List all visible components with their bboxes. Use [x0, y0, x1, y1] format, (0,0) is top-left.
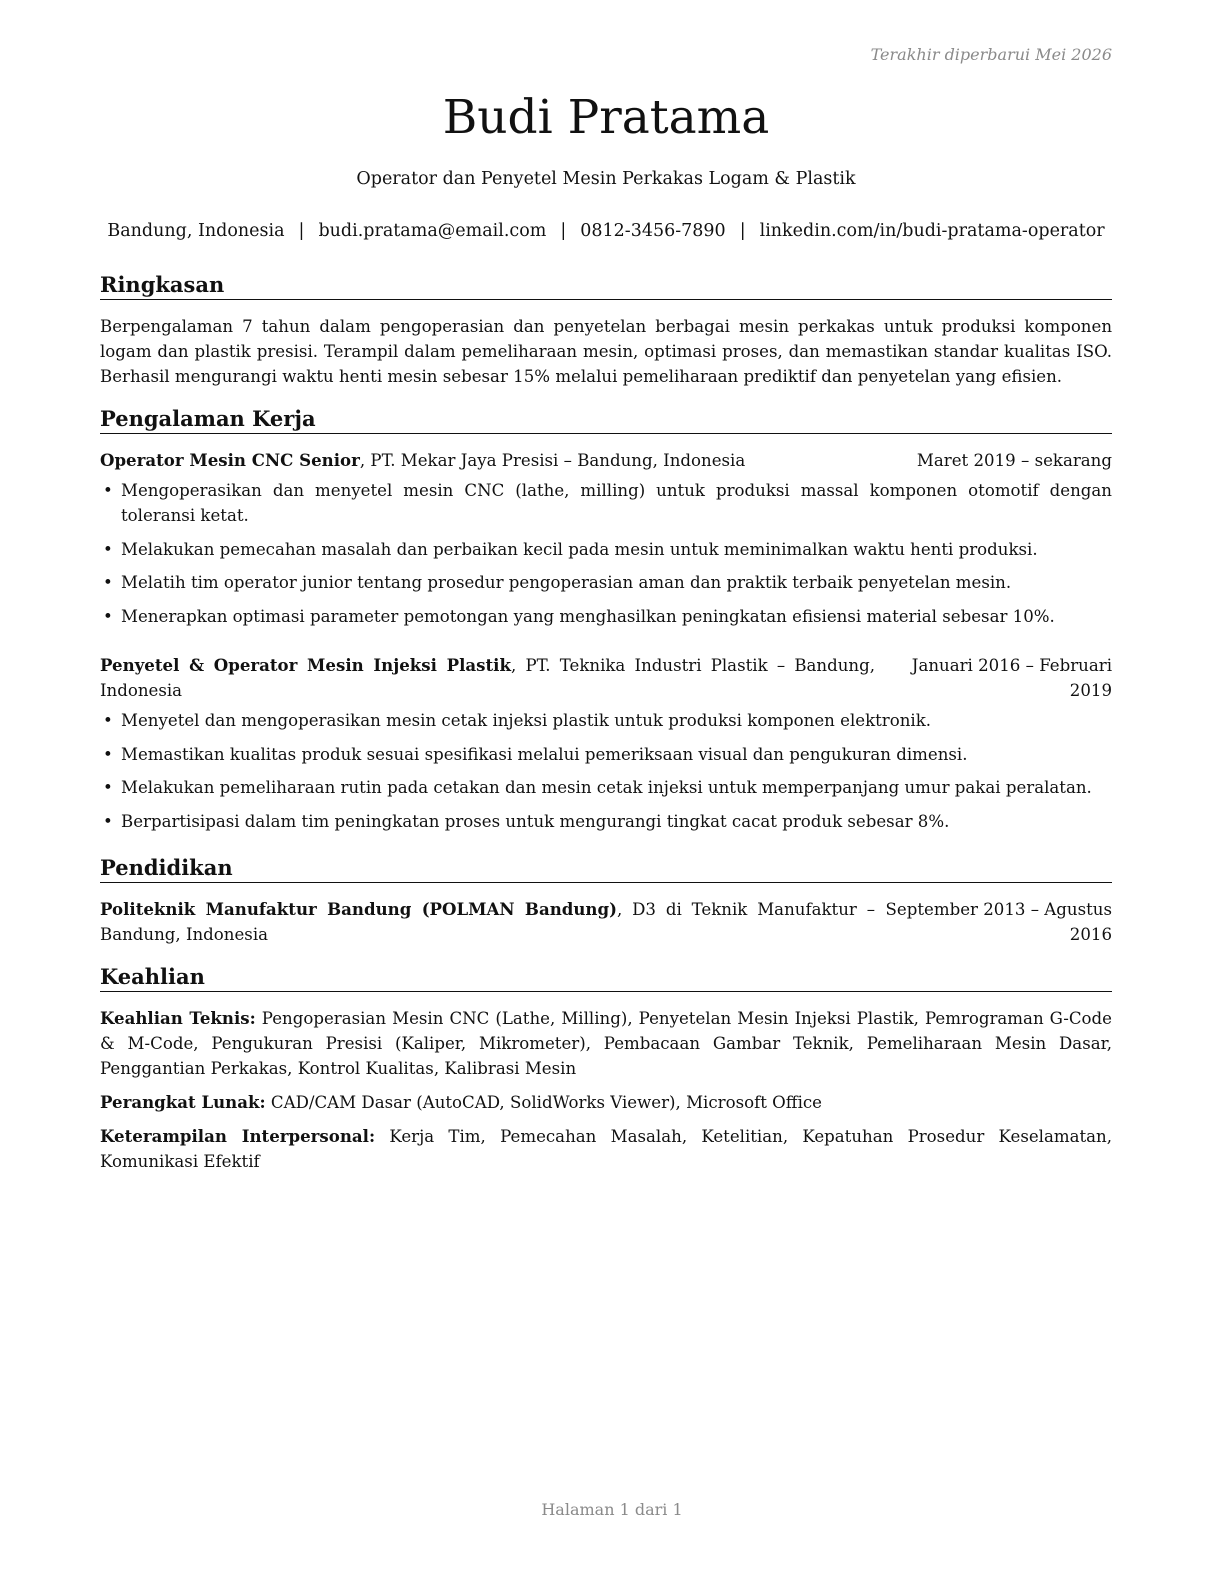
contact-line — [100, 219, 1112, 243]
skill-group-label: Perangkat Lunak: — [100, 1092, 266, 1112]
list-item: • Memastikan kualitas produk sesuai spesifikasi melalui pemeriksaan visual dan pengukuran dimensi. — [100, 742, 1112, 767]
contact-email[interactable]: budi.pratama@email.com — [318, 221, 547, 241]
list-item: • Melakukan pemeliharaan rutin pada cetakan dan mesin cetak injeksi untuk memperpanjang umur pakai peralatan. — [100, 775, 1112, 800]
skill-group-technical — [100, 1006, 1112, 1081]
section-title-summary: Ringkasan — [100, 271, 1112, 300]
section-title-education: Pendidikan — [100, 854, 1112, 883]
skill-group-text: Pengoperasian Mesin CNC (Lathe, Milling), Penyetelan Mesin Injeksi Plastik, Pemrograman G-Code & M-Code, Pengukuran Presisi (Kaliper, Mikrometer), Pembacaan Gambar Teknik, Pemeliharaan Mesin Dasar, Penggantian Perkakas, Kontrol Kualitas, Kalibrasi Mesin — [100, 1009, 1112, 1078]
summary-text: Berpengalaman 7 tahun dalam pengoperasian dan penyetelan berbagai mesin perkakas untuk produksi komponen logam dan plastik presisi. Terampil dalam pemeliharaan mesin, optimasi proses, dan memastikan standar kualitas ISO. Berhasil mengurangi waktu henti mesin sebesar 15% melalui pemeliharaan prediktif dan penyetelan yang efisien. — [100, 317, 1112, 386]
contact-separator: | — [298, 221, 305, 241]
skill-group-text: CAD/CAM Dasar (AutoCAD, SolidWorks Viewer), Microsoft Office — [265, 1093, 822, 1112]
job-bullets — [100, 478, 1112, 637]
list-item: • Melakukan pemecahan masalah dan perbaikan kecil pada mesin untuk meminimalkan waktu henti produksi. — [100, 537, 1112, 562]
skill-group-interpersonal — [100, 1124, 1112, 1174]
contact-phone: 0812-3456-7890 — [580, 221, 726, 241]
bullet-dot: • — [103, 811, 113, 831]
job-company: , PT. Mekar Jaya Presisi – Bandung, Indonesia — [359, 451, 746, 470]
education-entry — [100, 897, 1112, 947]
job-title-line — [100, 653, 875, 703]
bullet-dot: • — [103, 539, 113, 559]
job-bullets — [100, 708, 1112, 842]
job-header — [100, 448, 1112, 473]
candidate-subtitle: Operator dan Penyetel Mesin Perkakas Logam & Plastik — [356, 169, 856, 189]
bullet-dot: • — [103, 711, 113, 730]
list-item: • Menyetel dan mengoperasikan mesin cetak injeksi plastik untuk produksi komponen elektronik. — [100, 708, 1112, 733]
contact-linkedin[interactable]: linkedin.com/in/budi-pratama-operator — [759, 221, 1105, 241]
last-updated-note: Terakhir diperbarui Mei 2026 — [870, 45, 1112, 64]
page-number: Halaman 1 dari 1 — [541, 1500, 683, 1519]
job-role: Operator Mesin CNC Senior — [100, 450, 360, 470]
job-dates: Januari 2016 – Februari 2019 — [911, 656, 1112, 700]
section-title-skills: Keahlian — [100, 963, 1112, 992]
bullet-dot: • — [103, 606, 113, 626]
job-company: , PT. Teknika Industri Plastik – Bandung, Indonesia — [100, 656, 875, 700]
education-degree: , D3 di Teknik Manufaktur – Bandung, Indonesia — [100, 900, 875, 944]
job-role: Penyetel & Operator Mesin Injeksi Plastik — [100, 655, 511, 675]
bullet-dot: • — [103, 481, 113, 500]
skill-group-software — [100, 1090, 1112, 1115]
job-title-line — [100, 448, 900, 473]
education-title-line — [100, 897, 875, 947]
candidate-name: Budi Pratama — [442, 90, 770, 145]
contact-separator: | — [560, 221, 567, 241]
list-item: • Berpartisipasi dalam tim peningkatan proses untuk mengurangi tingkat cacat produk sebesar 8%. — [100, 809, 1112, 834]
bullet-dot: • — [103, 778, 113, 797]
skill-group-text: Kerja Tim, Pemecahan Masalah, Ketelitian, Kepatuhan Prosedur Keselamatan, Komunikasi Efektif — [100, 1127, 1113, 1171]
job-header — [100, 653, 1112, 703]
contact-separator: | — [739, 221, 746, 241]
list-item: • Menerapkan optimasi parameter pemotongan yang menghasilkan peningkatan efisiensi material sebesar 10%. — [100, 604, 1112, 629]
list-item: • Mengoperasikan dan menyetel mesin CNC (lathe, milling) untuk produksi massal komponen otomotif dengan toleransi ketat. — [100, 478, 1112, 528]
skill-group-label: Keterampilan Interpersonal: — [100, 1126, 376, 1146]
contact-location: Bandung, Indonesia — [107, 221, 285, 241]
bullet-dot: • — [103, 573, 113, 592]
job-dates: Maret 2019 – sekarang — [916, 451, 1112, 470]
skill-group-label: Keahlian Teknis: — [100, 1008, 256, 1028]
bullet-dot: • — [103, 744, 113, 764]
education-dates: September 2013 – Agustus 2016 — [885, 900, 1112, 944]
education-school: Politeknik Manufaktur Bandung (POLMAN Bandung) — [100, 899, 617, 919]
section-title-experience: Pengalaman Kerja — [100, 405, 1112, 434]
list-item: • Melatih tim operator junior tentang prosedur pengoperasian aman dan praktik terbaik penyetelan mesin. — [100, 570, 1112, 595]
